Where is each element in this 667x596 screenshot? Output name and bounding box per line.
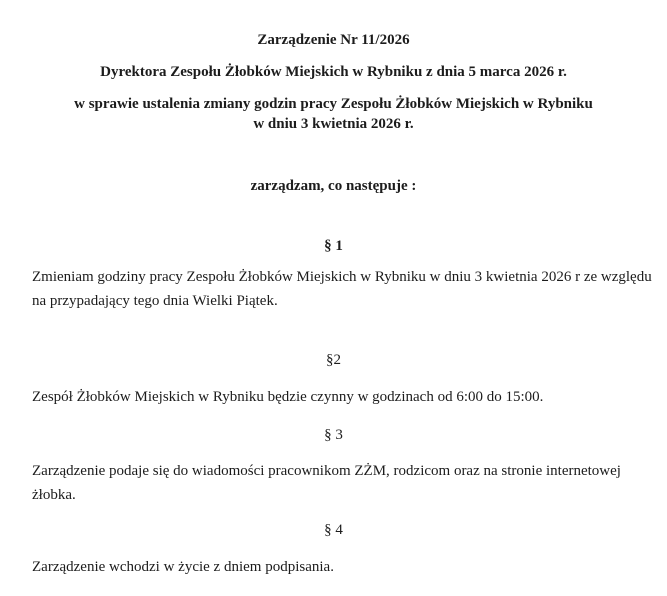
document-title: Zarządzenie Nr 11/2026 [257,32,410,48]
section-3-symbol: § 3 [324,427,343,443]
section-1-text: Zmieniam godziny pracy Zespołu Żłobków Miejskich w Rybniku w dniu 3 kwietnia 2026 r ze względu na przypadający tego dnia Wielki Piątek. [32,269,652,309]
subject-line-1: w sprawie ustalenia zmiany godzin pracy Zespołu Żłobków Miejskich w Rybniku [74,96,593,112]
section-4-text: Zarządzenie wchodzi w życie z dniem podpisania. [32,559,334,575]
issuer-line: Dyrektora Zespołu Żłobków Miejskich w Rybniku z dnia 5 marca 2026 r. [100,64,567,80]
section-2-text: Zespół Żłobków Miejskich w Rybniku będzie czynny w godzinach od 6:00 do 15:00. [32,389,544,405]
section-2-symbol: §2 [326,352,341,368]
section-4-symbol: § 4 [324,522,343,538]
section-3-text: Zarządzenie podaje się do wiadomości pracownikom ZŻM, rodzicom oraz na stronie internetowej żłobka. [32,463,621,503]
decree-phrase: zarządzam, co następuje : [250,178,417,194]
section-1-symbol: § 1 [324,238,343,254]
subject-line-2: w dniu 3 kwietnia 2026 r. [253,116,414,132]
